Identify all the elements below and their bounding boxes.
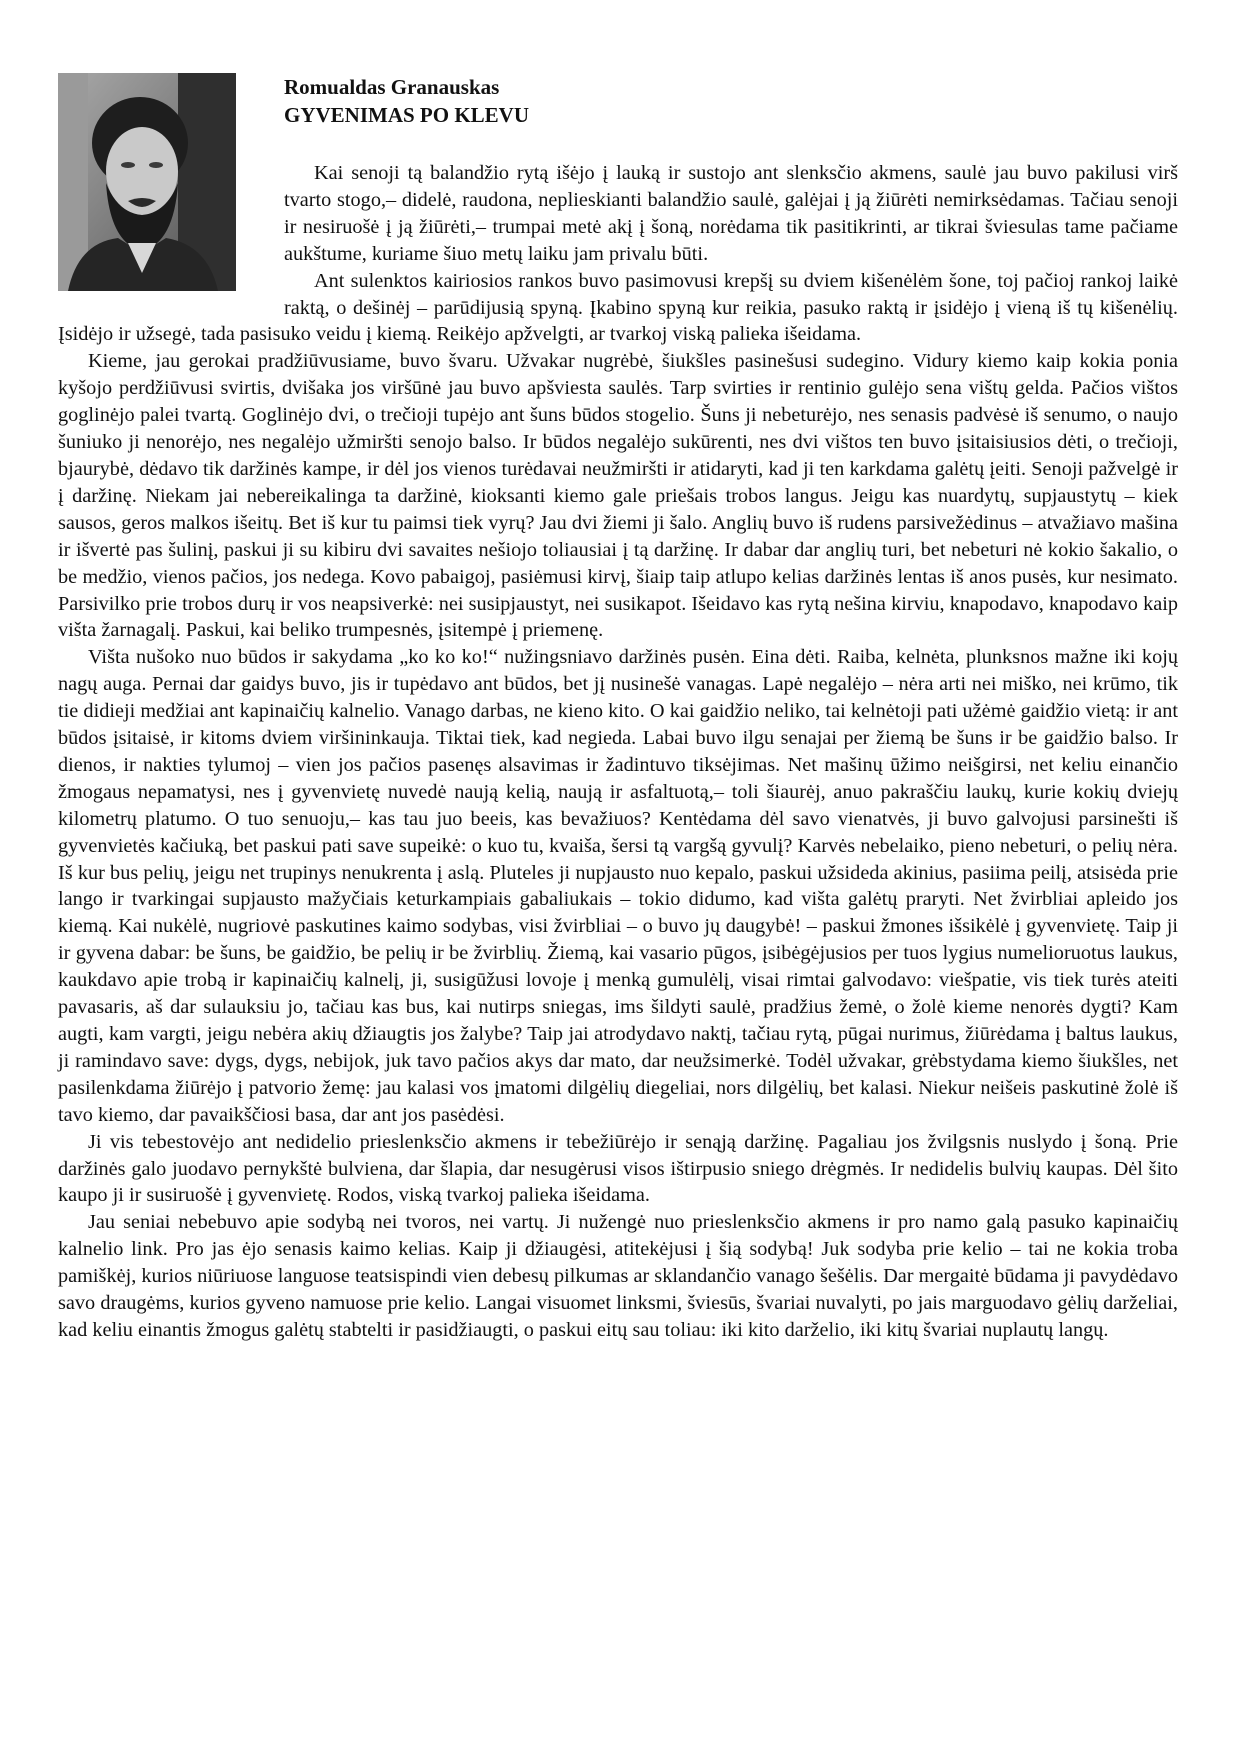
document-body [58,160,1178,1344]
paragraph: Kieme, jau gerokai pradžiūvusiame, buvo švaru. Užvakar nugrėbė, šiukšles pasinešusi sudegino. Vidury kiemo kaip kokia ponia kyšojo perdžiūvusi svirtis, dvišaka jos viršūnė jau buvo apšviesta saulės. Tarp svirties ir rentinio gulėjo sena vištų gelda. Pačios vištos goglinėjo palei tvartą. Goglinėjo dvi, o trečioji tupėjo ant šuns būdos stogelio. Šuns ji nebeturėjo, nes senasis padvėsė iš senumo, o naujo šuniuko ji nenorėjo, nes negalėjo užmiršti senojo balso. Ir būdos negalėjo sukūrenti, nes dvi vištos ten buvo įsitaisiusios dėti, o trečioji, bjaurybė, dėdavo tik daržinės kampe, ir dėl jos vienos turėdavai neužmiršti ir atidaryti, kad ji ten karkdama galėtų įeiti. Senoji pažvelgė ir į daržinę. Niekam jai nebereikalinga ta daržinė, kioksanti kiemo gale priešais trobos langus. Jeigu kas nuardytų, supjaustytų – kiek sausos, geros malkos išeitų. Bet iš kur tu paimsi tiek vyrų? Jau dvi žiemi ji šalo. Anglių buvo iš rudens parsivežėdinus – atvažiavo mašina ir išvertė pas šulinį, paskui ji su kibiru dvi savaites nešiojo toliausiai į tą daržinę. Ir dabar dar anglių turi, bet nebeturi nė kokio šakalio, o be medžio, vienos pačios, jos nedega. Kovo pabaigoj, pasiėmusi kirvį, šiaip taip atlupo kelias daržinės lentas iš anos pusės, kur nesimato. Parsivilko prie trobos durų ir vos neapsiverkė: nei susipjaustyt, nei susikapot. Išeidavo kas rytą nešina kirviu, knapodavo, knapodavo kaip višta žarnagalį. Paskui, kai beliko trumpesnės, įsitempė į priemenę. [58,350,1178,642]
author-name: Romualdas Granauskas [284,75,500,99]
paragraph: Ji vis tebestovėjo ant nedidelio prieslenksčio akmens ir tebežiūrėjo ir senąją daržinę. Pagaliau jos žvilgsnis nuslydo į šoną. Prie daržinės galo juodavo pernykštė bulviena, dar šlapia, dar nesugėrusi visos ištirpusio sniego drėgmės. Ir nedidelis bulvių kaupas. Dėl šito kaupo ji ir susiruošė į gyvenvietę. Rodos, viską tvarkoj palieka išeidama. [58,1130,1178,1207]
paragraph: Kai senoji tą balandžio rytą išėjo į lauką ir sustojo ant slenksčio akmens, saulė jau buvo pakilusi virš tvarto stogo,– didelė, raudona, neplieskianti balandžio saulė, galėjai į ją žiūrėti nemirksėdamas. Tačiau senoji ir nesiruošė į ją žiūrėti,– trumpai metė akį į šoną, norėdama tik pasitikrinti, ar tikrai šviesulas tame pačiame aukštume, kuriame šiuo metų laiku jam privalu būti. [284,162,1178,265]
photo-wrap-spacer [58,160,284,301]
document-header [284,73,529,129]
paragraph: Jau seniai nebebuvo apie sodybą nei tvoros, nei vartų. Ji nužengė nuo prieslenksčio akmens ir pro namo galą pasuko kapinaičių kalnelio link. Pro jas ėjo senasis kaimo kelias. Kaip ji džiaugėsi, atitekėjusi į šią sodybą! Juk sodyba prie kelio – tai ne kokia troba pamiškėj, kurios niūriuose languose teatsispindi vien debesų pilkumas ar sklandančio vanago šešėlis. Dar mergaitė būdama ji pavydėdavo savo draugėms, kurios gyveno namuose prie kelio. Langai visuomet linksmi, šviesūs, švariai nuvalyti, po jais marguodavo gėlių darželiai, kad keliu einantis žmogus galėtų stabtelti ir pasidžiaugti, o paskui eitų sau toliau: iki kito darželio, iki kitų švariai nuplautų langų. [58,1211,1178,1341]
paragraph: Ant sulenktos kairiosios rankos buvo pasimovusi krepšį su dviem kišenėlėm šone, toj pačioj rankoj laikė raktą, o dešinėj – parūdijusią spyną. Įkabino spyną kur reikia, pasuko raktą ir įsidėjo į vieną iš tų kišenėlių. Įsidėjo ir užsegė, tada pasisuko veidu į kiemą. Reikėjo apžvelgti, ar tvarkoj viską palieka išeidama. [58,269,1178,346]
paragraph: Višta nušoko nuo būdos ir sakydama „ko ko ko!“ nužingsniavo daržinės pusėn. Eina dėti. Raiba, kelnėta, plunksnos mažne iki kojų nagų auga. Pernai dar gaidys buvo, jis ir tupėdavo ant būdos, bet jį nusinešė vanagas. Lapė negalėjo – nėra arti nei miško, nei krūmo, tik tie didieji medžiai ant kapinaičių kalnelio. Vanago darbas, ne kieno kito. O kai gaidžio neliko, tai kelnėtoji pati užėmė gaidžio vietą: ir ant būdos įsitaisė, ir kitoms dviem viršininkauja. Tiktai tiek, kad negieda. Labai buvo ilgu senajai per žiemą be šuns ir be gaidžio balso. Ir dienos, ir nakties tylumoj – vien jos pačios pasenęs alsavimas ir žadintuvo tiksėjimas. Net mašinų ūžimo neišgirsi, net keliu einančio žmogaus nepamatysi, nes į gyvenvietę nuvedė naują kelią, naują ir asfaltuotą,– toli šiaurėj, anuo pakraščiu laukų, kurie kokių dviejų kilometrų platumo. O tuo senuoju,– kas tau juo beeis, kas bevažiuos? Kentėdama dėl savo vienatvės, ji buvo galvojusi parsinešti iš gyvenvietės kačiuką, bet paskui pati save supeikė: o kuo tu, kvaiša, šersi tą vargšą gyvulį? Karvės nebelaiko, pieno nebeturi, o pelių nėra. Iš kur bus pelių, jeigu net trupinys nenukrenta į aslą. Pluteles ji nupjausto nuo kepalo, paskui užsideda akinius, pasiima peilį, atsisėda prie lango ir tvarkingai supjausto mažyčiais keturkampiais gabaliukais – tokio didumo, kad višta galėtų praryti. Net žvirbliai apleido jos kiemą. Kai nukėlė, nugriovė paskutines kaimo sodybas, visi žvirbliai – o buvo jų daugybė! – paskui žmones išsikėlė į gyvenvietę. Taip ji ir gyvena dabar: be šuns, be gaidžio, be pelių ir be žvirblių. Žiemą, kai vasario pūgos, įsibėgėjusios per tuos lygius numelioruotus laukus, kaukdavo apie trobą ir kapinaičių kalnelį, ji, susigūžusi lovoje į menką gumulėlį, visai rimtai galvodavo: viešpatie, vis tiek turės ateiti pavasaris, aš dar sulauksiu jo, tačiau kas bus, kai nutirps sniegas, ims šildyti saulė, pradžius žemė, o žolė kieme nenorės dygti? Kam augti, kam vargti, jeigu nebėra akių džiaugtis jos žalybe? Taip jai atrodydavo naktį, tačiau rytą, pūgai nurimus, žiūrėdama į baltus laukus, ji ramindavo save: dygs, dygs, nebijok, juk tavo pačios akys dar mato, dar neužsimerkė. Todėl užvakar, grėbstydama kiemo šiukšles, net pasilenkdama žiūrėjo į patvorio žemę: jau kalasi vos įmatomi dilgėlių diegeliai, nors dilgėlių, bet kalasi. Niekur neišeis paskutinė žolė iš tavo kiemo, dar pavaikščiosi basa, dar ant jos pasėdėsi. [58,646,1178,1126]
document-title: GYVENIMAS PO KLEVU [284,103,530,127]
